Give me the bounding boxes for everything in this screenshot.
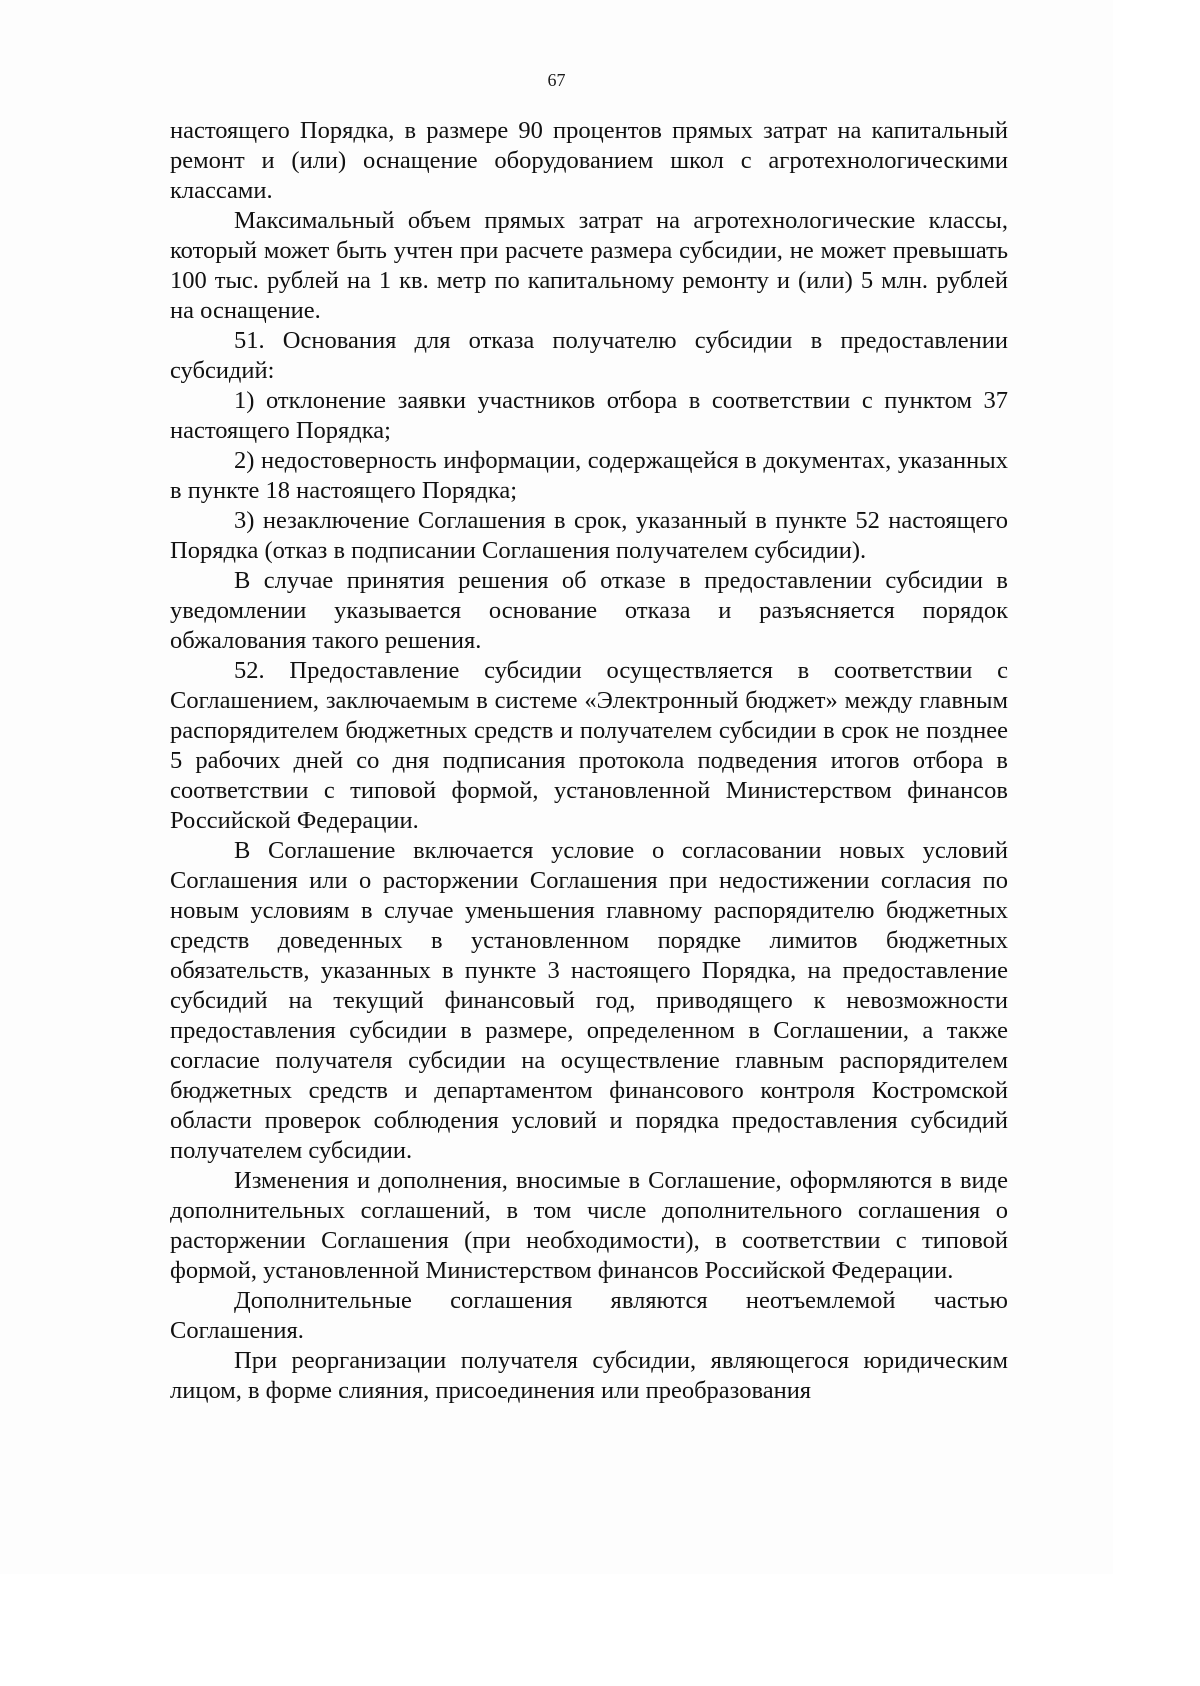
paragraph-item-52: 52. Предоставление субсидии осуществляется в соответствии с Соглашением, заключаемым в системе «Электронный бюджет» между главным распорядителем бюджетных средств и получателем субсидии в срок не позднее 5 рабочих дней со дня подписания протокола подведения итогов отбора в соответствии с типовой формой, установленной Министерством финансов Российской Федерации. — [170, 657, 1008, 834]
paragraph-subitem-1: 1) отклонение заявки участников отбора в соответствии с пунктом 37 настоящего Порядка; — [170, 387, 1008, 444]
paragraph-refusal-notice: В случае принятия решения об отказе в предоставлении субсидии в уведомлении указывается основание отказа и разъясняется порядок обжалования такого решения. — [170, 567, 1008, 654]
paragraph-agreement-conditions: В Соглашение включается условие о согласовании новых условий Соглашения или о расторжении Соглашения при недостижении согласия по новым условиям в случае уменьшения главному распорядителю бюджетных средств доведенных в установленном порядке лимитов бюджетных обязательств, указанных в пункте 3 настоящего Порядка, на предоставление субсидий на текущий финансовый год, приводящего к невозможности предоставления субсидии в размере, определенном в Соглашении, а также согласие получателя субсидии на осуществление главным распорядителем бюджетных средств и департаментом финансового контроля Костромской области проверок соблюдения условий и порядка предоставления субсидий получателем субсидии. — [170, 837, 1008, 1164]
paragraph-additional-agreements: Дополнительные соглашения являются неотъемлемой частью Соглашения. — [170, 1287, 1008, 1344]
page-number: 67 — [547, 70, 566, 90]
paragraph-max-costs: Максимальный объем прямых затрат на агротехнологические классы, который может быть учтен при расчете размера субсидии, не может превышать 100 тыс. рублей на 1 кв. метр по капитальному ремонту и (или) 5 млн. рублей на оснащение. — [170, 207, 1008, 324]
document-body — [170, 116, 1008, 1406]
paragraph-amendments: Изменения и дополнения, вносимые в Соглашение, оформляются в виде дополнительных соглашений, в том числе дополнительного соглашения о расторжении Соглашения (при необходимости), в соответствии с типовой формой, установленной Министерством финансов Российской Федерации. — [170, 1167, 1008, 1284]
paragraph-continuation: настоящего Порядка, в размере 90 процентов прямых затрат на капитальный ремонт и (или) оснащение оборудованием школ с агротехнологическими классами. — [170, 117, 1008, 204]
paragraph-subitem-2: 2) недостоверность информации, содержащейся в документах, указанных в пункте 18 настоящего Порядка; — [170, 447, 1008, 504]
paragraph-reorganization: При реорганизации получателя субсидии, являющегося юридическим лицом, в форме слияния, присоединения или преобразования — [170, 1347, 1008, 1404]
paragraph-item-51: 51. Основания для отказа получателю субсидии в предоставлении субсидий: — [170, 327, 1008, 384]
paragraph-subitem-3: 3) незаключение Соглашения в срок, указанный в пункте 52 настоящего Порядка (отказ в подписании Соглашения получателем субсидии). — [170, 507, 1008, 564]
